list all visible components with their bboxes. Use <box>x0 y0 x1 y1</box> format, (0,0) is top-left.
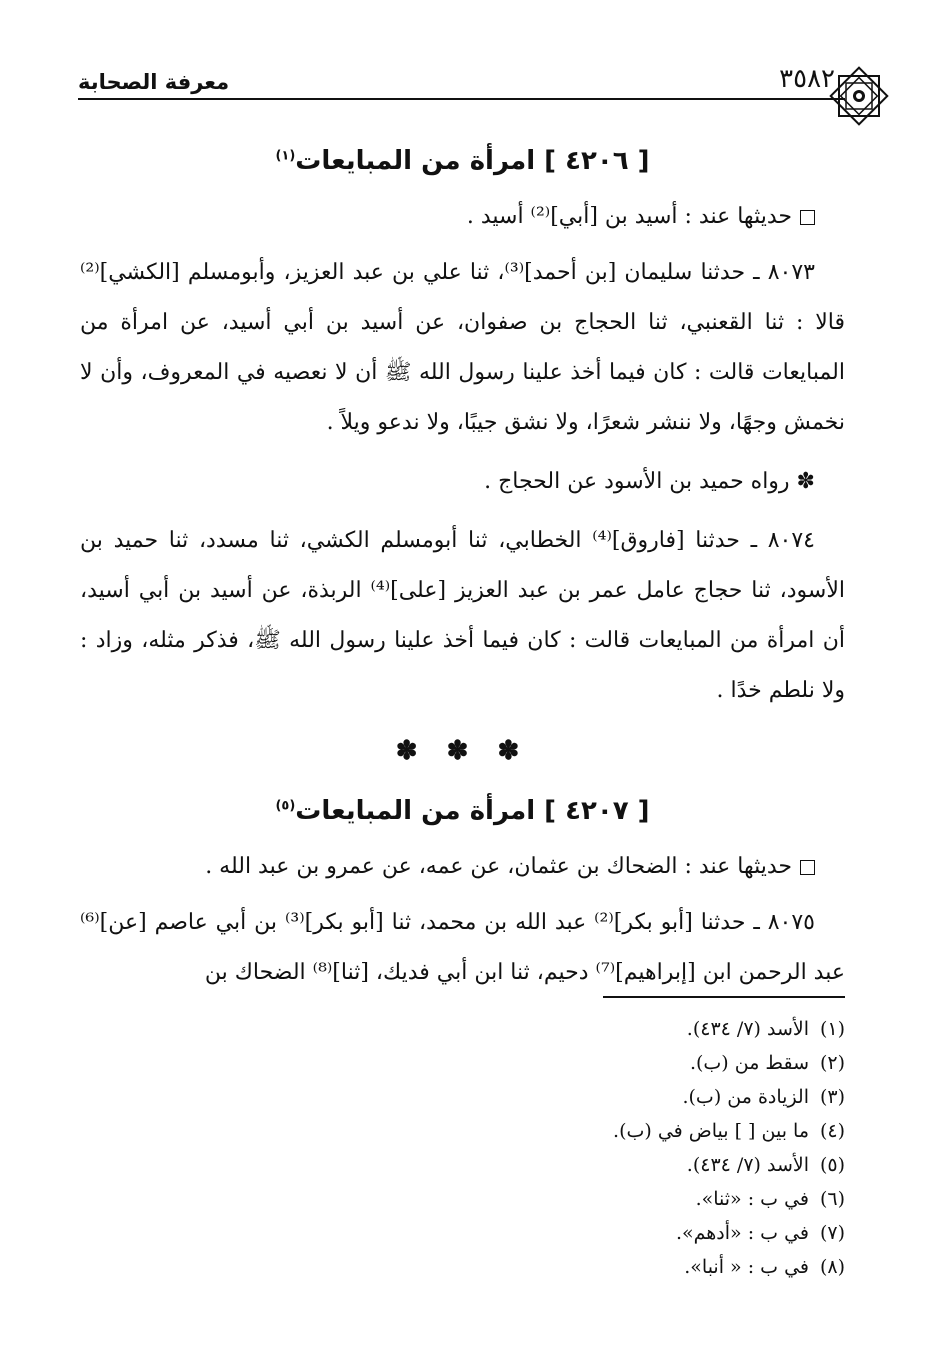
footnote-marker: (٥) <box>819 1154 845 1176</box>
section-heading-4206 <box>80 130 845 192</box>
footnotes <box>245 1012 845 1284</box>
footnote-ref[interactable]: (١) <box>275 148 296 164</box>
footnote-marker: (٦) <box>819 1188 845 1210</box>
attribution-text: حديثها عند : أسيد بن [أبي]⁽²⁾ أسيد . <box>466 204 792 229</box>
footnote-3 <box>245 1080 845 1114</box>
footnote-marker: (٢) <box>819 1052 845 1074</box>
running-title: معرفة الصحابة <box>78 70 230 94</box>
section-separator: ✽ ✽ ✽ <box>395 736 530 766</box>
footnote-text: الزيادة من (ب). <box>682 1086 809 1108</box>
footnote-4 <box>245 1114 845 1148</box>
octagonal-star-ornament-icon <box>827 64 891 128</box>
header-rule <box>78 98 845 100</box>
footnote-6 <box>245 1182 845 1216</box>
footnote-8 <box>245 1250 845 1284</box>
page-header <box>78 60 845 94</box>
section-heading-text: [ ٤٢٠٧ ] امرأة من المبايعات <box>295 796 650 826</box>
footnote-5 <box>245 1148 845 1182</box>
footnote-text: سقط من (ب). <box>689 1052 809 1074</box>
footnote-1 <box>245 1012 845 1046</box>
square-box-icon <box>800 860 815 875</box>
footnote-ref[interactable]: (٥) <box>275 798 296 814</box>
hadith-8074: ٨٠٧٤ ـ حدثنا [فاروق]⁽⁴⁾ الخطابي، ثنا أبومسلم الكشي، ثنا مسدد، ثنا حميد بن الأسود، ثنا حجاج عامل عمر بن عبد العزيز [على]⁽⁴⁾ الربذة، عن أسيد بن أبي أسيد، أن امرأة من المبايعات قالت : كان فيما أخذ علينا رسول الله ﷺ، فذكر مثله، وزاد : ولا نلطم خدًا . <box>80 528 845 703</box>
footnote-marker: (٤) <box>819 1120 845 1142</box>
main-text <box>80 130 845 1004</box>
hadith-8073: ٨٠٧٣ ـ حدثنا سليمان [بن أحمد]⁽³⁾، ثنا علي بن عبد العزيز، وأبومسلم [الكشي]⁽²⁾ قالا : ثنا القعنبي، ثنا الحجاج بن صفوان، عن أسيد بن أبي أسيد، عن امرأة من المبايعات قالت : كان فيما أخذ علينا رسول الله ﷺ أن لا نعصيه في المعروف، وأن لا نخمش وجهًا، ولا ننشر شعرًا، ولا نشق جيبًا، ولا ندعو ويلاً . <box>80 260 845 435</box>
footnote-text: الأسد (٧/ ٤٣٤). <box>686 1154 809 1176</box>
attribution <box>80 192 845 242</box>
footnote-7 <box>245 1216 845 1250</box>
footnote-text: في ب : « أنبا». <box>684 1256 809 1278</box>
footnote-marker: (٨) <box>819 1256 845 1278</box>
footnote-marker: (١) <box>819 1018 845 1040</box>
square-box-icon <box>800 210 815 225</box>
section-heading-4207 <box>80 780 845 842</box>
footnote-marker: (٣) <box>819 1086 845 1108</box>
hadith-8075: ٨٠٧٥ ـ حدثنا [أبو بكر]⁽²⁾ عبد الله بن محمد، ثنا [أبو بكر]⁽³⁾ بن أبي عاصم [عن]⁽⁶⁾ عبد الرحمن ابن [إبراهيم]⁽⁷⁾ دحيم، ثنا ابن أبي فديك، [ثنا]⁽⁸⁾ الضحاك بن <box>80 910 845 985</box>
page-number: ٣٥٨٢ <box>779 64 835 94</box>
footnote-marker: (٧) <box>819 1222 845 1244</box>
attribution-text: حديثها عند : الضحاك بن عثمان، عن عمه، عن عمرو بن عبد الله . <box>205 854 792 879</box>
footnote-text: الأسد (٧/ ٤٣٤). <box>686 1018 809 1040</box>
footnote-rule <box>603 996 845 998</box>
section-heading-text: [ ٤٢٠٦ ] امرأة من المبايعات <box>295 146 650 176</box>
narration-note: ✽ رواه حميد بن الأسود عن الحجاج . <box>484 469 815 494</box>
footnote-text: في ب : «ثنا». <box>695 1188 809 1210</box>
footnote-text: في ب : «أدهم». <box>675 1222 809 1244</box>
attribution <box>80 842 845 892</box>
footnote-2 <box>245 1046 845 1080</box>
footnote-text: ما بين [ ] بياض في (ب). <box>613 1120 809 1142</box>
